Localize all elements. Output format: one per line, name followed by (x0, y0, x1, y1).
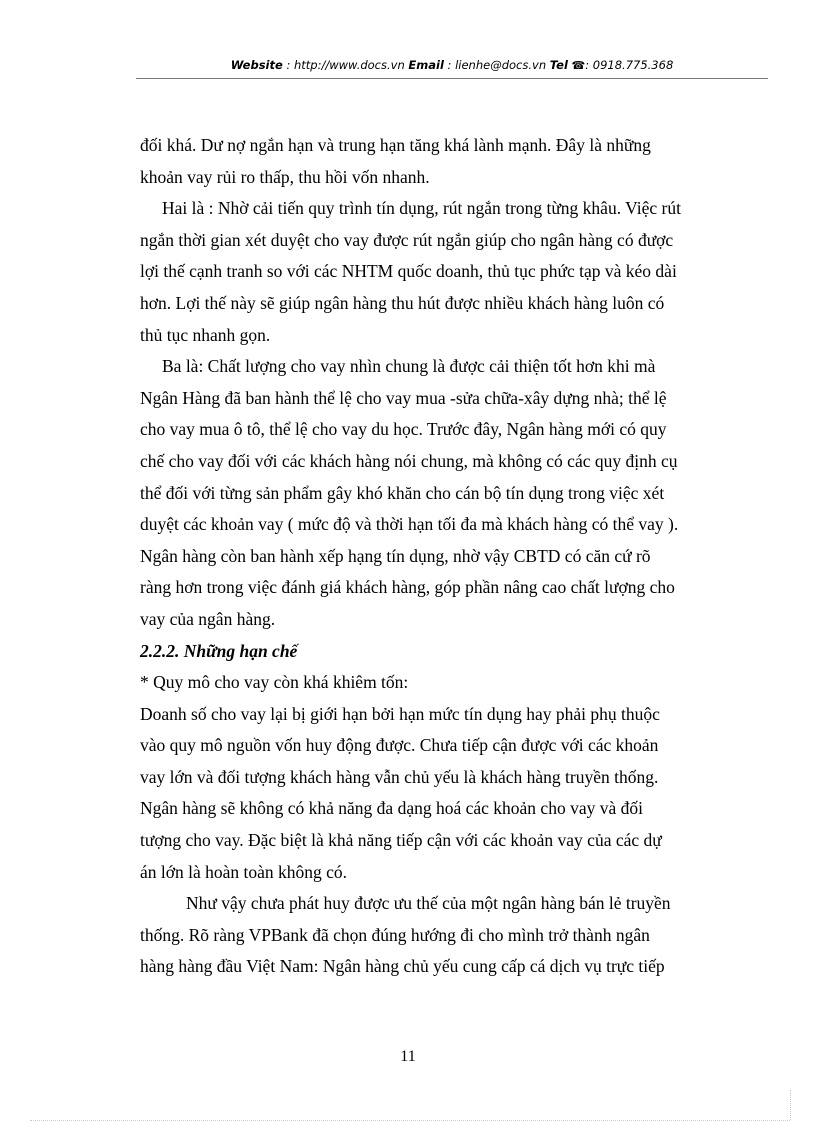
body-line: hơn. Lợi thế này sẽ giúp ngân hàng thu hút được nhiều khách hàng luôn có (140, 292, 665, 313)
document-body (140, 130, 730, 983)
page-border-right (790, 1090, 791, 1120)
body-line: lợi thế cạnh tranh so với các NHTM quốc doanh, thủ tục phức tạp và kéo dài (140, 261, 677, 282)
page-border-bottom (30, 1120, 790, 1121)
body-line: hàng hàng đầu Việt Nam: Ngân hàng chủ yếu cung cấp cá dịch vụ trực tiếp (140, 956, 665, 977)
body-line: vay lớn và đối tượng khách hàng vẫn chủ yếu là khách hàng truyền thống. (140, 766, 659, 787)
body-line: ràng hơn trong việc đánh giá khách hàng, góp phần nâng cao chất lượng cho (140, 577, 675, 598)
body-line: khoản vay rủi ro thấp, thu hồi vốn nhanh. (140, 166, 430, 187)
tel-value: : 0918.775.368 (585, 58, 674, 72)
tel-label: Tel (549, 58, 568, 72)
body-line: thể đối với từng sản phẩm gây khó khăn cho cán bộ tín dụng trong việc xét (140, 482, 665, 503)
email-label: Email (408, 58, 444, 72)
email-value[interactable]: lienhe@docs.vn (455, 58, 547, 72)
body-line: Doanh số cho vay lại bị giới hạn bởi hạn mức tín dụng hay phải phụ thuộc (140, 703, 660, 724)
body-line: thống. Rõ ràng VPBank đã chọn đúng hướng đi cho mình trở thành ngân (140, 924, 650, 945)
website-label: Website (230, 58, 283, 72)
section-heading: 2.2.2. Những hạn chế (140, 640, 298, 661)
website-url[interactable]: http://www.docs.vn (293, 58, 405, 72)
page-header (136, 58, 768, 72)
body-line: chế cho vay đối với các khách hàng nói chung, mà không có các quy định cụ (140, 450, 678, 471)
body-line: Ba là: Chất lượng cho vay nhìn chung là được cải thiện tốt hơn khi mà (162, 356, 656, 377)
body-line: vay của ngân hàng. (140, 608, 276, 629)
website-sep: : (282, 58, 294, 72)
body-line: tượng cho vay. Đặc biệt là khả năng tiếp cận với các khoản vay của các dự (140, 830, 662, 851)
page-number: 11 (400, 1048, 416, 1065)
body-line: * Quy mô cho vay còn khá khiêm tốn: (140, 672, 409, 693)
body-line: án lớn là hoàn toàn không có. (140, 861, 348, 882)
body-line: Ngân hàng sẽ không có khả năng đa dạng hoá các khoản cho vay và đối (140, 798, 643, 819)
header-divider (136, 78, 768, 79)
body-line: cho vay mua ô tô, thể lệ cho vay du học. Trước đây, Ngân hàng mới có quy (140, 419, 667, 440)
body-line: đối khá. Dư nợ ngắn hạn và trung hạn tăng khá lành mạnh. Đây là những (140, 135, 651, 155)
body-line: Ngân Hàng đã ban hành thể lệ cho vay mua -sửa chữa-xây dựng nhà; thể lệ (140, 387, 667, 408)
body-line: Như vậy chưa phát huy được ưu thế của một ngân hàng bán lẻ truyền (186, 893, 671, 914)
body-line: duyệt các khoản vay ( mức độ và thời hạn tối đa mà khách hàng có thể vay ). (140, 514, 679, 535)
phone-icon: ☎ (571, 59, 586, 72)
body-line: thủ tục nhanh gọn. (140, 324, 271, 345)
body-line: Ngân hàng còn ban hành xếp hạng tín dụng, nhờ vậy CBTD có căn cứ rõ (140, 545, 651, 566)
body-line: ngắn thời gian xét duyệt cho vay được rút ngắn giúp cho ngân hàng có được (140, 229, 674, 250)
body-line: Hai là : Nhờ cải tiến quy trình tín dụng, rút ngắn trong từng khâu. Việc rút (162, 198, 681, 219)
email-sep: : (443, 58, 456, 72)
body-line: vào quy mô nguồn vốn huy động được. Chưa tiếp cận được với các khoản (140, 735, 659, 756)
